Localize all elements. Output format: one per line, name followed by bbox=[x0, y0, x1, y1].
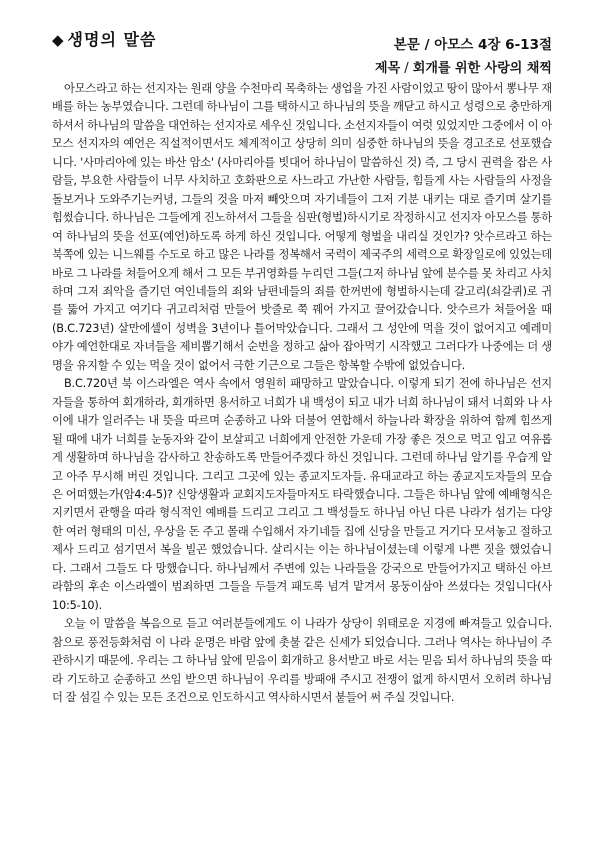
subject-separator: / bbox=[400, 61, 413, 76]
section-title: 생명의 말씀 bbox=[67, 30, 157, 49]
body-paragraph-1: 아모스라고 하는 선지자는 원래 양을 수천마리 목축하는 생업을 가진 사람이었고 땅이 많아서 뽕나무 재배를 하는 농부였습니다. 그런데 하나님이 그를 택하시고 하나님의 뜻을 깨닫고 하시고 성령으로 충만하게 하셔서 하나님의 말씀을 대언하는 선지자로 세우신 것입니다. 소선지자들이 여럿 있었지만 그중에서 이 아모스 선지자의 예언은 직설적이면서도 체계적이고 상당히 의미 심중한 하나님의 뜻을 경고조로 선포했습니다. '사마리아에 있는 바산 암소' (사마리아를 빗대어 하나님이 말씀하신 것) 즉, 그 당시 권력을 잡은 사람들, 부요한 사람들이 너무 사치하고 호화판으로 사느라고 가난한 사람들, 힘들게 사는 사람들의 사정을 돌보거나 도와주기는커녕, 그들의 것을 마저 빼앗으며 자기네들이 그저 기분 내키는 대로 즐기며 살기를 힘썼습니다. 하나님은 그들에게 진노하셔서 그들을 심판(형벌)하시기로 작정하시고 선지자 아모스를 통하여 하나님의 뜻을 선포(예언)하도록 하게 하신 것입니다. 어떻게 형벌을 내리실 것인가? 앗수르라고 하는 북쪽에 있는 니느웨를 수도로 하고 많은 나라를 정복해서 국력이 제국주의 세력으로 확장일로에 있었는데 바로 그 나라를 쳐들어오게 해서 그 모든 부귀영화를 누리던 그들(그저 하나님 앞에 분수를 못 차리고 사치하며 그저 죄악을 즐기던 여인네들의 죄와 남편네들의 죄를 한꺼번에 형벌하시는데 갈고리(쇠갈퀴)로 귀를 뚫어 가지고 여기다 귀고리처럼 만들어 밧줄로 쭉 꿰어 가지고 끌어갔습니다. 앗수르가 쳐들어올 때(B.C.723년) 살만에셀이 성벽을 3년이나 틀어막았습니다. 그래서 그 성안에 먹을 것이 없어지고 예레미야가 예언한대로 자녀들을 제비뽑기해서 순번을 정하고 삶아 잡아먹기 시작했고 그러다가 나중에는 더 생명을 유지할 수 있는 먹을 것이 없어서 극한 기근으로 그들은 항복할 수밖에 없었습니다. bbox=[52, 82, 552, 372]
subject-text: 회개를 위한 사랑의 채찍 bbox=[412, 61, 552, 76]
diamond-bullet-icon: ◆ bbox=[52, 31, 64, 49]
reference-label: 본문 bbox=[393, 37, 420, 53]
title-row bbox=[52, 30, 156, 50]
body-paragraph-2: B.C.720년 북 이스라엘은 역사 속에서 영원히 패망하고 말았습니다. 이렇게 되기 전에 하나님은 선지자들을 통하여 회개하라, 회개하면 용서하고 너희가 내 백성이 되고 내가 너희 하나님이 돼서 너희와 나 사이에 내가 일러주는 내 뜻을 따르며 순종하고 나와 더불어 연합해서 하늘나라 확장을 위하여 함께 힘쓰게 될 때에 내가 너희를 눈동자와 같이 보살피고 너희에게 안전한 가운데 가장 좋은 것으로 먹고 입고 여유롭게 생활하며 하나님을 감사하고 찬송하도록 만들어주겠다 하신 것입니다. 그런데 하나님 알기를 우습게 알고 아주 무시해 버린 것입니다. 그리고 그곳에 있는 종교지도자들. 유대교라고 하는 종교지도자들의 모습은 어떠했는가(암4:4-5)? 신앙생활과 교회지도자들마저도 타락했습니다. 그들은 하나님 앞에 예배형식은 지키면서 관행을 따라 형식적인 예배를 드리고 그리고 그 백성들도 하나님 아닌 다른 나라가 섬기는 다양한 여러 형태의 미신, 우상을 돈 주고 몰래 수입해서 자기네들 집에 신당을 만들고 거기다 모셔놓고 절하고 제사 드리고 섬기면서 복을 빌곤 했었습니다. 살리시는 이는 하나님이셨는데 이렇게 나쁜 짓을 했었습니다. 그래서 그들도 다 망했습니다. 하나님께서 주변에 있는 나라들을 강국으로 만들어가지고 택하신 아브라함의 후손 이스라엘이 범죄하면 그들을 두들겨 패도록 넘겨 맡겨서 몽둥이삼아 쓰셨다는 것입니다(사10:5-10). bbox=[52, 377, 552, 612]
scripture-reference bbox=[394, 36, 552, 54]
body-paragraph-3: 오늘 이 말씀을 복음으로 듣고 여러분들에게도 이 나라가 상당이 위태로운 지경에 빠져들고 있습니다. 참으로 풍전등화처럼 이 나라 운명은 바람 앞에 촛불 같은 신세가 되었습니다. 그러나 역사는 하나님이 주관하시기 때문에. 우리는 그 하나님 앞에 믿음이 회개하고 용서받고 바로 서는 믿음 되서 하나님의 뜻을 따라 기도하고 순종하고 쓰임 받으면 하나님이 우리를 방패애 주시고 전쟁이 없게 하시면서 오히려 하나님 더 잘 섬길 수 있는 모든 조건으로 인도하시고 역사하시면서 붙들어 써 주실 것입니다. bbox=[52, 617, 552, 704]
subject-label: 제목 bbox=[375, 61, 401, 76]
reference-text: 아모스 4장 6-13절 bbox=[434, 37, 552, 53]
reference-separator: / bbox=[419, 37, 435, 53]
sermon-subject bbox=[375, 60, 552, 78]
sermon-body bbox=[52, 80, 552, 707]
